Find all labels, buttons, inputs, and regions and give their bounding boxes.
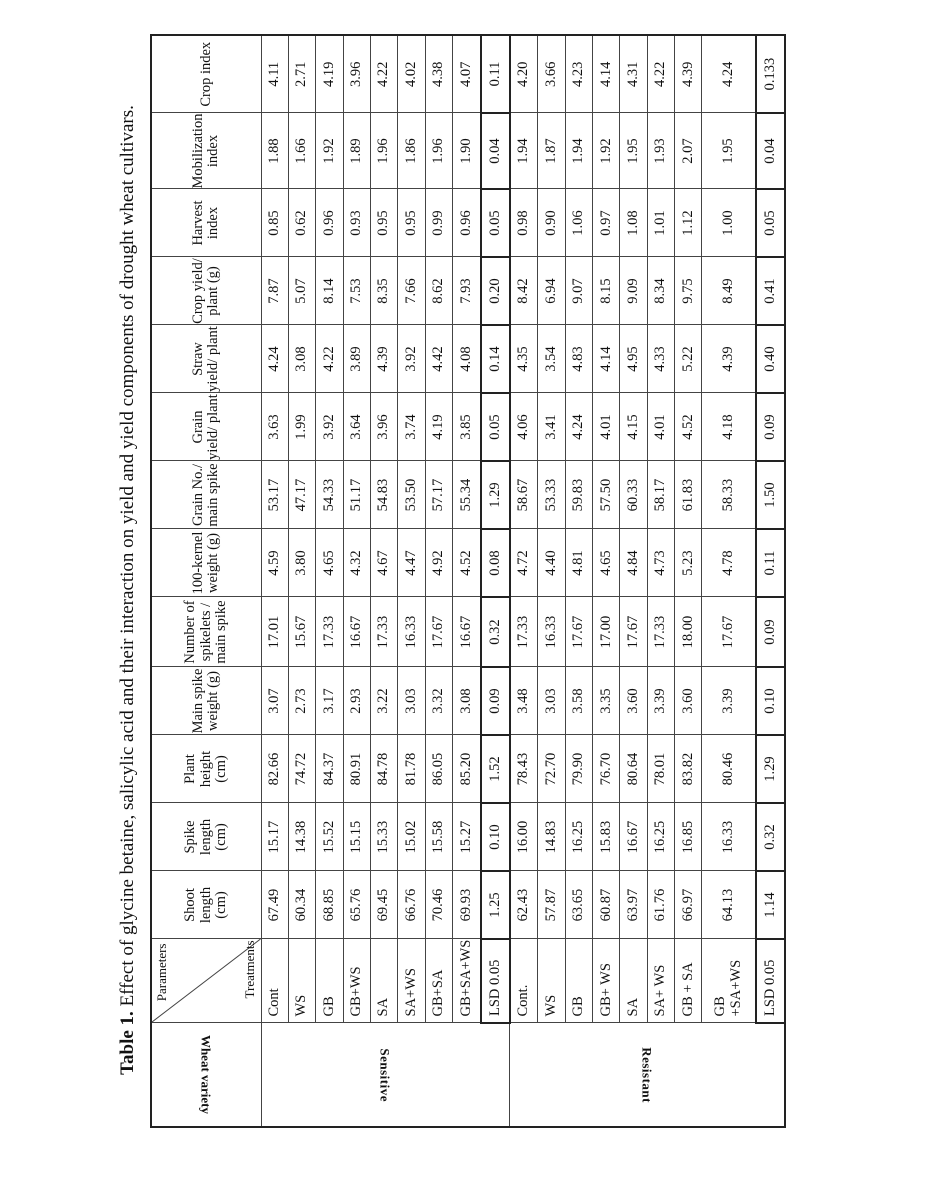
value-cell: 67.49 <box>261 871 288 939</box>
value-cell: 0.96 <box>316 189 343 257</box>
table-row <box>288 35 315 1127</box>
value-cell: 1.92 <box>593 113 620 189</box>
value-cell: 4.39 <box>370 325 397 393</box>
value-cell: 0.98 <box>510 189 538 257</box>
value-cell: 2.93 <box>343 667 370 735</box>
value-cell: 69.45 <box>370 871 397 939</box>
value-cell: 4.67 <box>370 529 397 597</box>
value-cell: 1.94 <box>510 113 538 189</box>
value-cell: 3.96 <box>343 35 370 113</box>
value-cell: 17.33 <box>647 597 674 667</box>
treatment-cell: SA <box>620 939 647 1023</box>
value-cell: 3.48 <box>510 667 538 735</box>
lsd-value-cell: 0.05 <box>481 189 510 257</box>
value-cell: 7.66 <box>398 257 425 325</box>
value-cell: 57.87 <box>538 871 565 939</box>
value-cell: 4.01 <box>647 393 674 461</box>
table-row <box>702 35 756 1127</box>
value-cell: 4.22 <box>316 325 343 393</box>
treatment-cell: SA+WS <box>398 939 425 1023</box>
value-cell: 1.90 <box>452 113 480 189</box>
value-cell: 8.35 <box>370 257 397 325</box>
value-cell: 4.65 <box>316 529 343 597</box>
treatment-cell: SA+ WS <box>647 939 674 1023</box>
value-cell: 79.90 <box>565 735 592 803</box>
value-cell: 2.07 <box>675 113 702 189</box>
variety-label: Resistant <box>639 1047 655 1103</box>
value-cell: 58.17 <box>647 461 674 529</box>
table-row <box>452 35 480 1127</box>
value-cell: 4.35 <box>510 325 538 393</box>
treatment-cell: GB <box>565 939 592 1023</box>
value-cell: 4.81 <box>565 529 592 597</box>
value-cell: 7.53 <box>343 257 370 325</box>
value-cell: 4.24 <box>565 393 592 461</box>
value-cell: 1.06 <box>565 189 592 257</box>
value-cell: 61.83 <box>675 461 702 529</box>
value-cell: 78.01 <box>647 735 674 803</box>
value-cell: 4.15 <box>620 393 647 461</box>
lsd-value-cell: 0.10 <box>756 667 785 735</box>
value-cell: 84.37 <box>316 735 343 803</box>
value-cell: 6.94 <box>538 257 565 325</box>
col-header: Spike length (cm) <box>151 803 261 871</box>
value-cell: 60.34 <box>288 871 315 939</box>
value-cell: 8.14 <box>316 257 343 325</box>
value-cell: 4.73 <box>647 529 674 597</box>
value-cell: 60.87 <box>593 871 620 939</box>
value-cell: 4.14 <box>593 35 620 113</box>
value-cell: 0.95 <box>370 189 397 257</box>
lsd-value-cell: 0.11 <box>481 35 510 113</box>
value-cell: 4.22 <box>647 35 674 113</box>
value-cell: 4.31 <box>620 35 647 113</box>
value-cell: 59.83 <box>565 461 592 529</box>
value-cell: 4.40 <box>538 529 565 597</box>
value-cell: 3.63 <box>261 393 288 461</box>
value-cell: 3.41 <box>538 393 565 461</box>
value-cell: 4.59 <box>261 529 288 597</box>
value-cell: 9.09 <box>620 257 647 325</box>
table-row <box>565 35 592 1127</box>
col-header: Straw yield/ plant <box>151 325 261 393</box>
lsd-value-cell: 0.04 <box>481 113 510 189</box>
variety-header: Wheat variety <box>151 1023 261 1127</box>
value-cell: 83.82 <box>675 735 702 803</box>
value-cell: 4.52 <box>452 529 480 597</box>
value-cell: 80.64 <box>620 735 647 803</box>
lsd-value-cell: 0.20 <box>481 257 510 325</box>
treatment-cell: GB <box>316 939 343 1023</box>
table-row <box>620 35 647 1127</box>
value-cell: 17.01 <box>261 597 288 667</box>
value-cell: 1.96 <box>425 113 452 189</box>
lsd-value-cell: 0.09 <box>756 597 785 667</box>
value-cell: 1.12 <box>675 189 702 257</box>
lsd-value-cell: 0.10 <box>481 803 510 871</box>
value-cell: 5.23 <box>675 529 702 597</box>
table-row <box>261 35 288 1127</box>
value-cell: 53.50 <box>398 461 425 529</box>
value-cell: 15.52 <box>316 803 343 871</box>
value-cell: 15.58 <box>425 803 452 871</box>
value-cell: 85.20 <box>452 735 480 803</box>
value-cell: 16.33 <box>702 803 756 871</box>
value-cell: 5.22 <box>675 325 702 393</box>
value-cell: 2.73 <box>288 667 315 735</box>
value-cell: 1.86 <box>398 113 425 189</box>
value-cell: 16.67 <box>343 597 370 667</box>
treatment-cell: Cont <box>261 939 288 1023</box>
value-cell: 4.24 <box>702 35 756 113</box>
value-cell: 4.20 <box>510 35 538 113</box>
value-cell: 16.33 <box>538 597 565 667</box>
value-cell: 4.65 <box>593 529 620 597</box>
table-row <box>398 35 425 1127</box>
lsd-value-cell: 0.133 <box>756 35 785 113</box>
value-cell: 4.92 <box>425 529 452 597</box>
value-cell: 8.49 <box>702 257 756 325</box>
value-cell: 4.32 <box>343 529 370 597</box>
treatment-cell: SA <box>370 939 397 1023</box>
value-cell: 76.70 <box>593 735 620 803</box>
value-cell: 66.97 <box>675 871 702 939</box>
value-cell: 3.03 <box>398 667 425 735</box>
lsd-value-cell: 0.14 <box>481 325 510 393</box>
value-cell: 54.83 <box>370 461 397 529</box>
value-cell: 4.02 <box>398 35 425 113</box>
value-cell: 15.27 <box>452 803 480 871</box>
value-cell: 51.17 <box>343 461 370 529</box>
value-cell: 3.32 <box>425 667 452 735</box>
value-cell: 4.14 <box>593 325 620 393</box>
value-cell: 1.94 <box>565 113 592 189</box>
value-cell: 9.07 <box>565 257 592 325</box>
value-cell: 7.87 <box>261 257 288 325</box>
table-caption <box>113 80 143 1100</box>
value-cell: 3.92 <box>316 393 343 461</box>
table-row <box>647 35 674 1127</box>
value-cell: 1.89 <box>343 113 370 189</box>
value-cell: 0.93 <box>343 189 370 257</box>
lsd-value-cell: 1.52 <box>481 735 510 803</box>
value-cell: 3.64 <box>343 393 370 461</box>
value-cell: 82.66 <box>261 735 288 803</box>
value-cell: 63.97 <box>620 871 647 939</box>
value-cell: 1.88 <box>261 113 288 189</box>
value-cell: 62.43 <box>510 871 538 939</box>
value-cell: 14.38 <box>288 803 315 871</box>
value-cell: 4.22 <box>370 35 397 113</box>
lsd-value-cell: 1.29 <box>756 735 785 803</box>
col-header: Grain No./ main spike <box>151 461 261 529</box>
treatments-label: Treatments <box>241 940 257 999</box>
value-cell: 4.72 <box>510 529 538 597</box>
value-cell: 3.60 <box>620 667 647 735</box>
col-header: 100-kernel weight (g) <box>151 529 261 597</box>
lsd-label: LSD 0.05 <box>481 939 510 1023</box>
rotated-table-wrapper <box>150 36 786 1128</box>
value-cell: 4.78 <box>702 529 756 597</box>
value-cell: 3.85 <box>452 393 480 461</box>
treatment-cell: GB +SA+WS <box>702 939 756 1023</box>
caption-label: Table 1. <box>117 1011 139 1075</box>
value-cell: 58.67 <box>510 461 538 529</box>
value-cell: 16.33 <box>398 597 425 667</box>
treatment-cell: WS <box>538 939 565 1023</box>
value-cell: 4.52 <box>675 393 702 461</box>
value-cell: 7.93 <box>452 257 480 325</box>
value-cell: 4.06 <box>510 393 538 461</box>
value-cell: 14.83 <box>538 803 565 871</box>
col-header: Main spike weight (g) <box>151 667 261 735</box>
variety-cell <box>261 1023 510 1127</box>
value-cell: 61.76 <box>647 871 674 939</box>
lsd-value-cell: 0.32 <box>756 803 785 871</box>
value-cell: 17.67 <box>565 597 592 667</box>
value-cell: 57.17 <box>425 461 452 529</box>
lsd-value-cell: 0.05 <box>481 393 510 461</box>
lsd-value-cell: 0.40 <box>756 325 785 393</box>
treatment-cell: GB+SA+WS <box>452 939 480 1023</box>
lsd-value-cell: 0.09 <box>481 667 510 735</box>
table-row <box>343 35 370 1127</box>
value-cell: 1.66 <box>288 113 315 189</box>
value-cell: 4.38 <box>425 35 452 113</box>
lsd-value-cell: 0.05 <box>756 189 785 257</box>
value-cell: 3.07 <box>261 667 288 735</box>
value-cell: 0.96 <box>452 189 480 257</box>
value-cell: 9.75 <box>675 257 702 325</box>
value-cell: 17.67 <box>620 597 647 667</box>
value-cell: 4.01 <box>593 393 620 461</box>
value-cell: 1.08 <box>620 189 647 257</box>
value-cell: 1.01 <box>647 189 674 257</box>
value-cell: 1.99 <box>288 393 315 461</box>
value-cell: 66.76 <box>398 871 425 939</box>
value-cell: 69.93 <box>452 871 480 939</box>
value-cell: 1.93 <box>647 113 674 189</box>
value-cell: 4.24 <box>261 325 288 393</box>
parameters-treatments-header <box>151 939 261 1023</box>
value-cell: 3.54 <box>538 325 565 393</box>
lsd-value-cell: 0.41 <box>756 257 785 325</box>
value-cell: 0.90 <box>538 189 565 257</box>
value-cell: 4.11 <box>261 35 288 113</box>
value-cell: 1.00 <box>702 189 756 257</box>
value-cell: 8.15 <box>593 257 620 325</box>
value-cell: 17.67 <box>425 597 452 667</box>
value-cell: 53.17 <box>261 461 288 529</box>
table-row <box>510 35 538 1127</box>
col-header: Harvest index <box>151 189 261 257</box>
value-cell: 53.33 <box>538 461 565 529</box>
value-cell: 4.07 <box>452 35 480 113</box>
table-row <box>593 35 620 1127</box>
value-cell: 5.07 <box>288 257 315 325</box>
treatment-cell: Cont. <box>510 939 538 1023</box>
value-cell: 4.83 <box>565 325 592 393</box>
value-cell: 3.17 <box>316 667 343 735</box>
value-cell: 4.19 <box>425 393 452 461</box>
col-header: Plant height (cm) <box>151 735 261 803</box>
table-row <box>675 35 702 1127</box>
value-cell: 15.67 <box>288 597 315 667</box>
lsd-value-cell: 0.09 <box>756 393 785 461</box>
value-cell: 58.33 <box>702 461 756 529</box>
value-cell: 4.23 <box>565 35 592 113</box>
table-row <box>538 35 565 1127</box>
value-cell: 1.96 <box>370 113 397 189</box>
lsd-row <box>481 35 510 1127</box>
lsd-value-cell: 0.32 <box>481 597 510 667</box>
value-cell: 17.33 <box>316 597 343 667</box>
value-cell: 18.00 <box>675 597 702 667</box>
col-header: Number of spikelets / main spike <box>151 597 261 667</box>
value-cell: 0.85 <box>261 189 288 257</box>
value-cell: 74.72 <box>288 735 315 803</box>
value-cell: 8.34 <box>647 257 674 325</box>
value-cell: 3.35 <box>593 667 620 735</box>
value-cell: 15.02 <box>398 803 425 871</box>
table-row <box>370 35 397 1127</box>
value-cell: 55.34 <box>452 461 480 529</box>
value-cell: 4.42 <box>425 325 452 393</box>
value-cell: 17.33 <box>370 597 397 667</box>
lsd-value-cell: 0.11 <box>756 529 785 597</box>
value-cell: 15.15 <box>343 803 370 871</box>
value-cell: 57.50 <box>593 461 620 529</box>
value-cell: 3.03 <box>538 667 565 735</box>
col-header: Crop yield/ plant (g) <box>151 257 261 325</box>
value-cell: 8.42 <box>510 257 538 325</box>
value-cell: 15.17 <box>261 803 288 871</box>
parameters-label: Parameters <box>154 943 169 1002</box>
value-cell: 0.95 <box>398 189 425 257</box>
value-cell: 17.33 <box>510 597 538 667</box>
value-cell: 3.96 <box>370 393 397 461</box>
value-cell: 3.08 <box>288 325 315 393</box>
value-cell: 70.46 <box>425 871 452 939</box>
table-row <box>425 35 452 1127</box>
col-header: Grain yield/ plant <box>151 393 261 461</box>
treatment-cell: GB+ WS <box>593 939 620 1023</box>
value-cell: 8.62 <box>425 257 452 325</box>
value-cell: 4.08 <box>452 325 480 393</box>
col-header: Shoot length (cm) <box>151 871 261 939</box>
value-cell: 65.76 <box>343 871 370 939</box>
value-cell: 17.00 <box>593 597 620 667</box>
variety-label: Sensitive <box>378 1048 394 1102</box>
table-body <box>261 35 785 1127</box>
value-cell: 60.33 <box>620 461 647 529</box>
value-cell: 0.97 <box>593 189 620 257</box>
value-cell: 0.62 <box>288 189 315 257</box>
value-cell: 3.58 <box>565 667 592 735</box>
value-cell: 4.84 <box>620 529 647 597</box>
value-cell: 3.66 <box>538 35 565 113</box>
lsd-value-cell: 0.04 <box>756 113 785 189</box>
lsd-value-cell: 1.50 <box>756 461 785 529</box>
value-cell: 84.78 <box>370 735 397 803</box>
value-cell: 4.33 <box>647 325 674 393</box>
value-cell: 16.85 <box>675 803 702 871</box>
value-cell: 72.70 <box>538 735 565 803</box>
value-cell: 15.83 <box>593 803 620 871</box>
value-cell: 3.89 <box>343 325 370 393</box>
lsd-value-cell: 1.29 <box>481 461 510 529</box>
value-cell: 3.22 <box>370 667 397 735</box>
value-cell: 4.39 <box>702 325 756 393</box>
table-row <box>316 35 343 1127</box>
value-cell: 4.19 <box>316 35 343 113</box>
value-cell: 80.91 <box>343 735 370 803</box>
value-cell: 3.74 <box>398 393 425 461</box>
value-cell: 68.85 <box>316 871 343 939</box>
value-cell: 3.08 <box>452 667 480 735</box>
value-cell: 4.95 <box>620 325 647 393</box>
value-cell: 1.92 <box>316 113 343 189</box>
value-cell: 1.95 <box>620 113 647 189</box>
value-cell: 64.13 <box>702 871 756 939</box>
value-cell: 4.18 <box>702 393 756 461</box>
lsd-value-cell: 1.14 <box>756 871 785 939</box>
value-cell: 80.46 <box>702 735 756 803</box>
value-cell: 2.71 <box>288 35 315 113</box>
value-cell: 0.99 <box>425 189 452 257</box>
value-cell: 15.33 <box>370 803 397 871</box>
treatment-cell: GB+SA <box>425 939 452 1023</box>
value-cell: 1.95 <box>702 113 756 189</box>
col-header: Mobilization index <box>151 113 261 189</box>
variety-cell <box>510 1023 785 1127</box>
value-cell: 54.33 <box>316 461 343 529</box>
value-cell: 47.17 <box>288 461 315 529</box>
caption-text: Effect of glycine betaine, salicylic acid and their interaction on yield and yield components of drought wheat cultivars. <box>117 105 139 1012</box>
header-row <box>151 35 261 1127</box>
value-cell: 3.39 <box>647 667 674 735</box>
value-cell: 1.87 <box>538 113 565 189</box>
value-cell: 17.67 <box>702 597 756 667</box>
lsd-label: LSD 0.05 <box>756 939 785 1023</box>
col-header: Crop index <box>151 35 261 113</box>
value-cell: 16.25 <box>647 803 674 871</box>
value-cell: 3.39 <box>702 667 756 735</box>
value-cell: 3.60 <box>675 667 702 735</box>
value-cell: 3.92 <box>398 325 425 393</box>
value-cell: 63.65 <box>565 871 592 939</box>
treatment-cell: WS <box>288 939 315 1023</box>
value-cell: 78.43 <box>510 735 538 803</box>
value-cell: 81.78 <box>398 735 425 803</box>
lsd-value-cell: 0.08 <box>481 529 510 597</box>
value-cell: 16.00 <box>510 803 538 871</box>
value-cell: 4.39 <box>675 35 702 113</box>
value-cell: 16.67 <box>452 597 480 667</box>
lsd-value-cell: 1.25 <box>481 871 510 939</box>
value-cell: 16.67 <box>620 803 647 871</box>
value-cell: 16.25 <box>565 803 592 871</box>
value-cell: 86.05 <box>425 735 452 803</box>
treatment-cell: GB + SA <box>675 939 702 1023</box>
value-cell: 4.47 <box>398 529 425 597</box>
lsd-row <box>756 35 785 1127</box>
treatment-cell: GB+WS <box>343 939 370 1023</box>
value-cell: 3.80 <box>288 529 315 597</box>
yield-table <box>150 34 786 1128</box>
